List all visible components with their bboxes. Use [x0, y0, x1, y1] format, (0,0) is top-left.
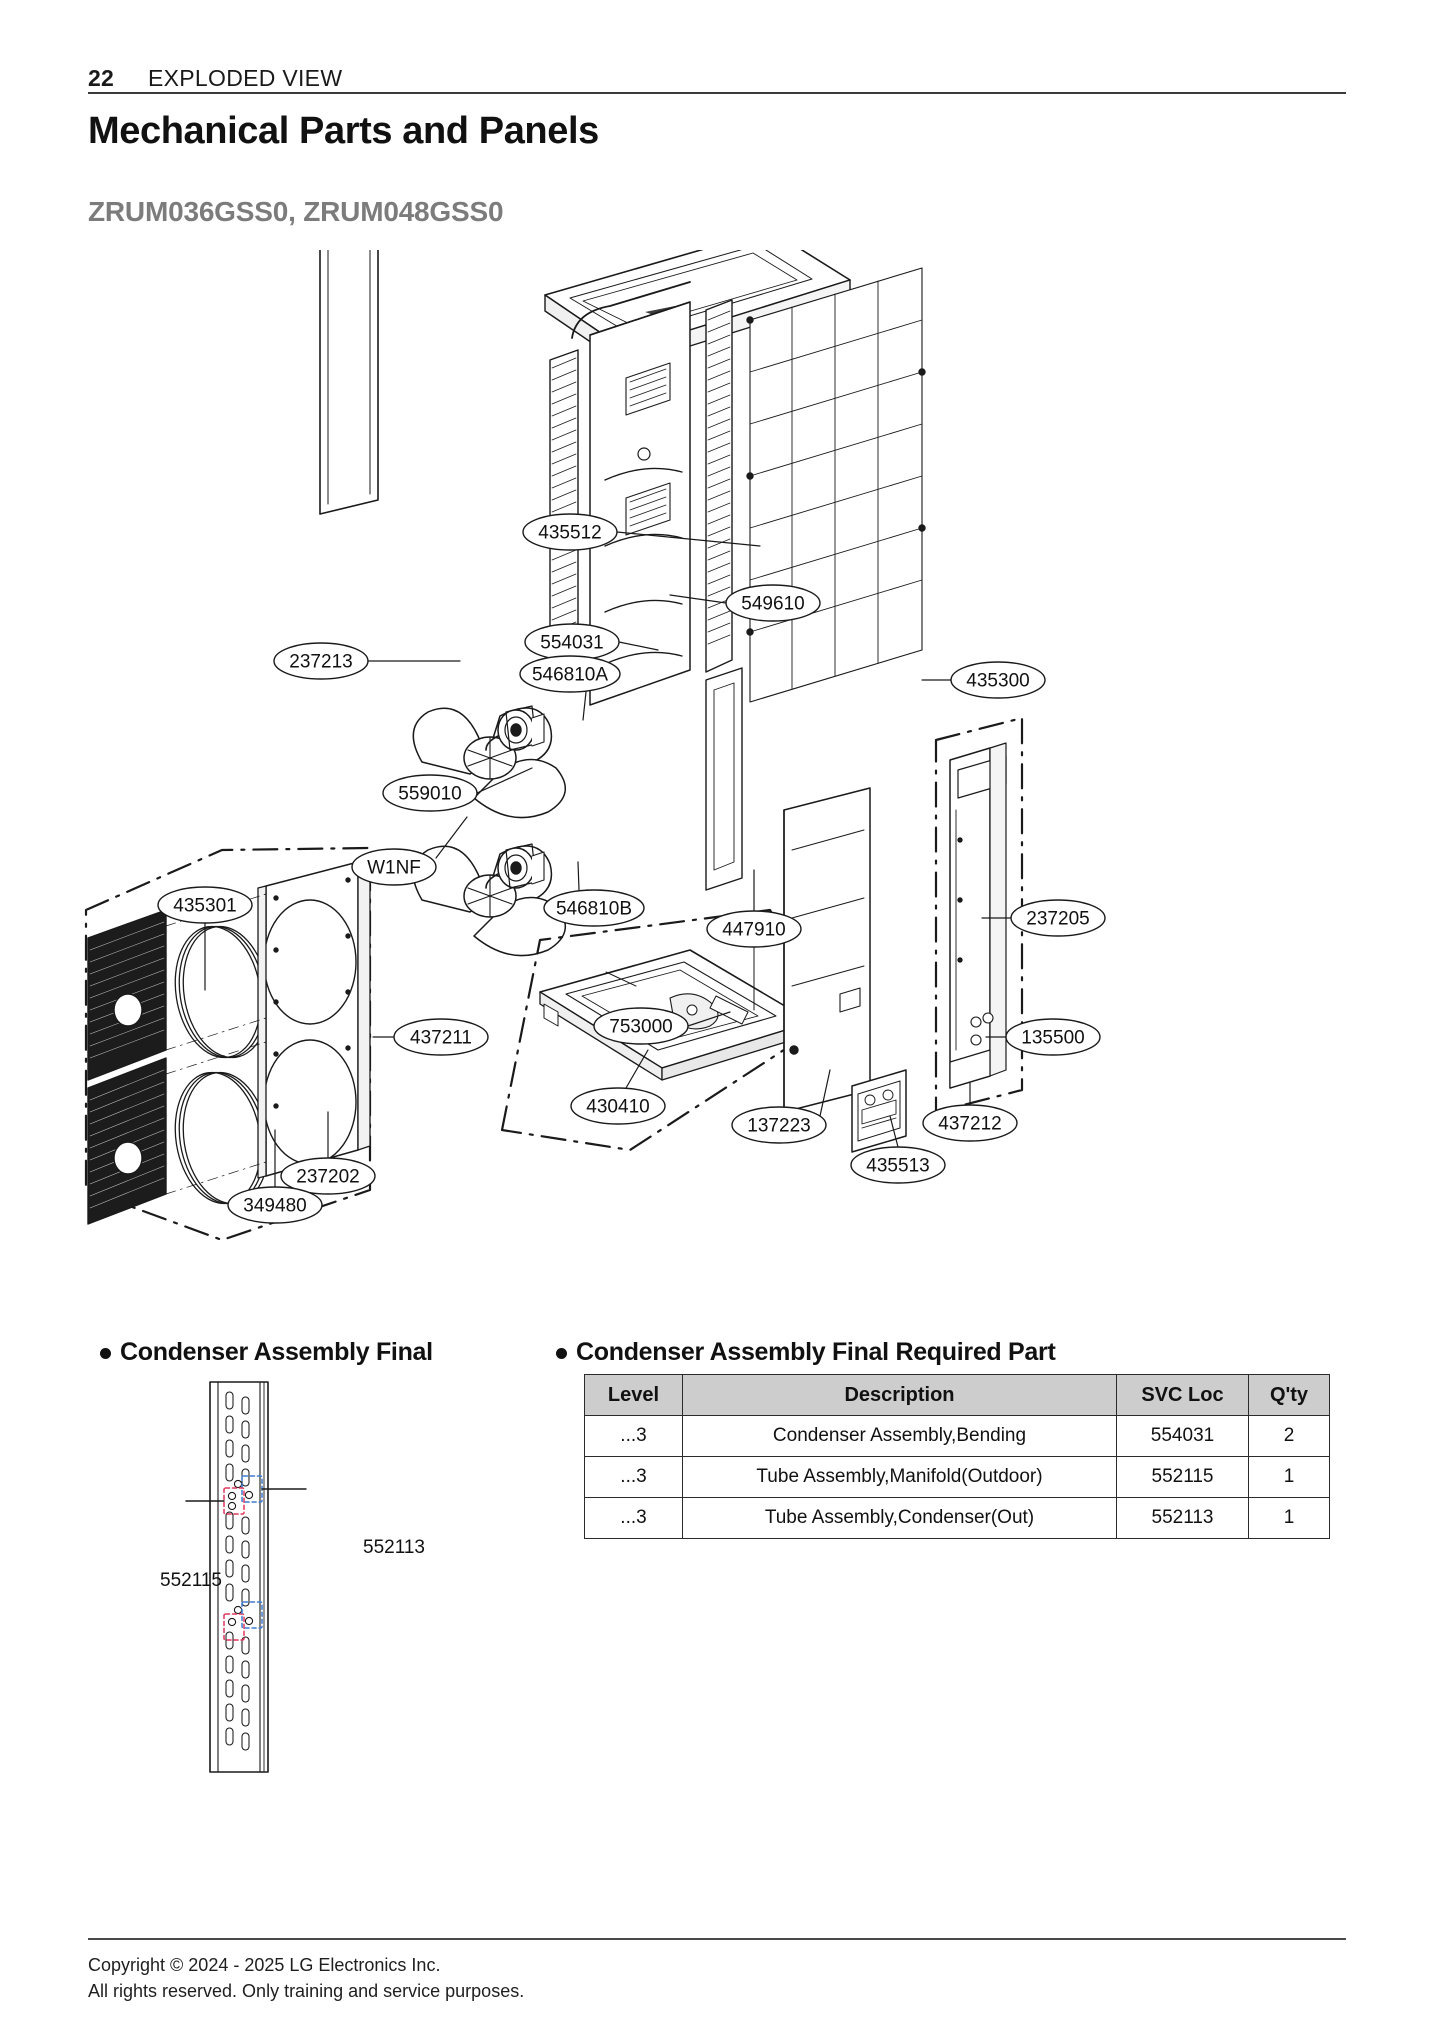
callout-label: 237205 — [1026, 908, 1090, 930]
cell-level: ...3 — [585, 1416, 683, 1457]
footer-copyright — [88, 1952, 524, 2004]
table-header-row — [585, 1375, 1330, 1416]
cell-qty: 2 — [1249, 1416, 1330, 1457]
footer-divider — [88, 1938, 1346, 1940]
cell-svc-loc: 552113 — [1117, 1498, 1249, 1539]
callout-554031 — [525, 624, 619, 660]
footer-line-2: All rights reserved. Only training and service purposes. — [88, 1981, 525, 2001]
callout-label: 447910 — [722, 919, 786, 941]
callout-349480 — [228, 1187, 322, 1223]
table-row — [585, 1416, 1330, 1457]
col-header-svc-loc: SVC Loc — [1117, 1375, 1249, 1416]
callout-label: 435301 — [173, 895, 237, 917]
condenser-label-552113: 552113 — [363, 1537, 425, 1558]
callout-label: W1NF — [367, 857, 421, 879]
callout-label: 237213 — [289, 651, 353, 673]
callout-237213 — [274, 643, 368, 679]
callout-label: 435300 — [966, 670, 1030, 692]
bullet-icon — [556, 1348, 567, 1359]
page-header — [88, 48, 1346, 92]
condenser-label-552115: 552115 — [160, 1570, 222, 1591]
footer-line-1: Copyright © 2024 - 2025 LG Electronics Inc. — [88, 1955, 441, 1975]
section-heading-left-label: Condenser Assembly Final — [120, 1338, 433, 1366]
cell-svc-loc: 552115 — [1117, 1457, 1249, 1498]
model-subtitle: ZRUM036GSS0, ZRUM048GSS0 — [88, 196, 504, 227]
cell-level: ...3 — [585, 1457, 683, 1498]
callout-label: 135500 — [1021, 1027, 1085, 1049]
callout-559010 — [383, 775, 477, 811]
callout-label: 435513 — [866, 1155, 930, 1177]
callout-430410 — [571, 1088, 665, 1124]
callout-label: 435512 — [538, 522, 602, 544]
callout-447910 — [707, 911, 801, 947]
required-part-table — [584, 1374, 1330, 1539]
callout-437211 — [394, 1019, 488, 1055]
header-divider — [88, 92, 1346, 94]
callout-label: 546810B — [555, 898, 633, 920]
col-header-level: Level — [585, 1375, 683, 1416]
callout-W1NF — [352, 849, 436, 885]
callout-label: 237202 — [296, 1166, 360, 1188]
callout-753000 — [594, 1008, 688, 1044]
part-condenser-coil-right — [706, 300, 732, 672]
col-header-description: Description — [683, 1375, 1117, 1416]
callout-435513 — [851, 1147, 945, 1183]
table-row — [585, 1498, 1330, 1539]
section-name: EXPLODED VIEW — [148, 65, 343, 91]
part-435300-wire-guard — [747, 268, 925, 702]
callout-leader-line — [583, 692, 586, 720]
callout-label: 437211 — [410, 1027, 472, 1049]
bullet-icon — [100, 1348, 111, 1359]
section-heading-right-label: Condenser Assembly Final Required Part — [576, 1338, 1056, 1366]
callout-546810B — [544, 890, 644, 926]
callout-label: 546810A — [531, 664, 609, 686]
cell-svc-loc: 554031 — [1117, 1416, 1249, 1457]
cell-description: Tube Assembly,Condenser(Out) — [683, 1498, 1117, 1539]
section-heading-condenser-assembly-final — [100, 1338, 433, 1367]
callout-137223 — [732, 1107, 826, 1143]
callout-435300 — [951, 662, 1045, 698]
cell-level: ...3 — [585, 1498, 683, 1539]
callout-435301 — [158, 887, 252, 923]
callout-237205 — [1011, 900, 1105, 936]
callout-437212 — [923, 1105, 1017, 1141]
callout-label: 137223 — [747, 1115, 811, 1137]
callout-135500 — [1006, 1019, 1100, 1055]
cell-qty: 1 — [1249, 1498, 1330, 1539]
exploded-view-diagram — [70, 250, 1360, 1280]
callout-label: 349480 — [243, 1195, 307, 1217]
cell-qty: 1 — [1249, 1457, 1330, 1498]
callout-label: 559010 — [398, 783, 462, 805]
callout-label: 554031 — [540, 632, 604, 654]
callout-label: 549610 — [741, 593, 805, 615]
cell-description: Condenser Assembly,Bending — [683, 1416, 1117, 1457]
part-condenser-coil-left — [550, 350, 578, 662]
col-header-qty: Q'ty — [1249, 1375, 1330, 1416]
page-title: Mechanical Parts and Panels — [88, 110, 599, 152]
part-447910-bracket — [706, 668, 742, 890]
callout-435512 — [523, 514, 617, 550]
callout-549610 — [726, 585, 820, 621]
table-row — [585, 1457, 1330, 1498]
part-right-tall-panel-assembly — [936, 718, 1022, 1112]
callout-546810A — [520, 656, 620, 692]
section-heading-required-part — [556, 1338, 1055, 1367]
part-137223-rear-panel — [784, 788, 870, 1112]
page-number: 22 — [88, 65, 114, 91]
part-237213-grille — [320, 250, 378, 514]
callout-label: 753000 — [609, 1016, 673, 1038]
callout-leader-line — [578, 862, 579, 890]
cell-description: Tube Assembly,Manifold(Outdoor) — [683, 1457, 1117, 1498]
callout-label: 430410 — [586, 1096, 650, 1118]
callout-label: 437212 — [938, 1113, 1002, 1135]
